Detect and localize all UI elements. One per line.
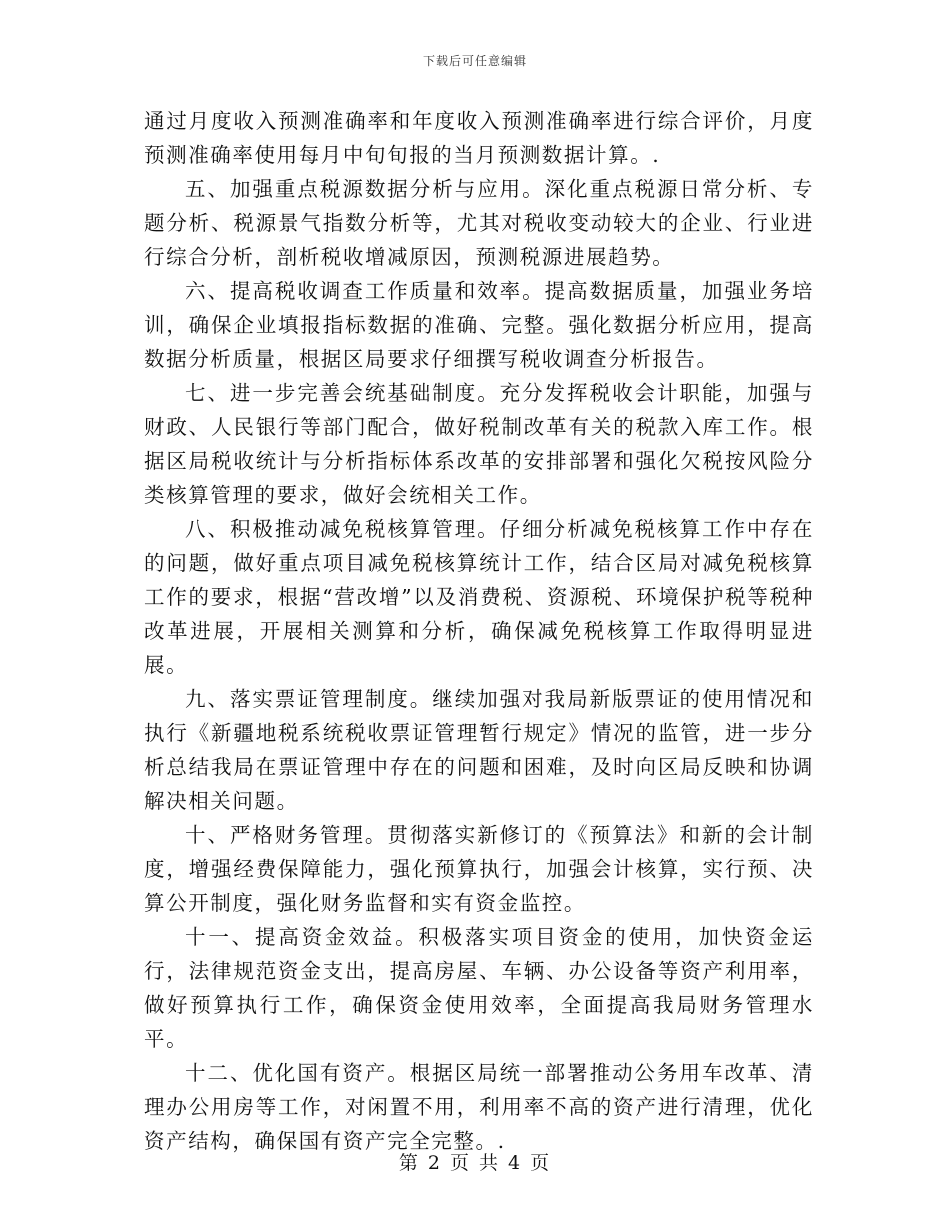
document-body	[144, 104, 814, 1158]
paragraph: 十、严格财务管理。贯彻落实新修订的《预算法》和新的会计制度，增强经费保障能力，强化预算执行，加强会计核算，实行预、决算公开制度，强化财务监督和实有资金监控。	[144, 823, 814, 915]
paragraph: 八、积极推动减免税核算管理。仔细分析减免税核算工作中存在的问题，做好重点项目减免税核算统计工作，结合区局对减免税核算工作的要求，根据“营改增”以及消费税、资源税、环境保护税等税种改革进展，开展相关测算和分析，确保减免税核算工作取得明显进展。	[144, 517, 814, 677]
paragraph: 十二、优化国有资产。根据区局统一部署推动公务用车改革、清理办公用房等工作，对闲置不用，利用率不高的资产进行清理，优化资产结构，确保国有资产完全完整。.	[144, 1061, 814, 1153]
paragraph: 六、提高税收调查工作质量和效率。提高数据质量，加强业务培训，确保企业填报指标数据的准确、完整。强化数据分析应用，提高数据分析质量，根据区局要求仔细撰写税收调查分析报告。	[144, 279, 814, 371]
paragraph: 五、加强重点税源数据分析与应用。深化重点税源日常分析、专题分析、税源景气指数分析等，尤其对税收变动较大的企业、行业进行综合分析，剖析税收增减原因，预测税源进展趋势。	[144, 177, 814, 269]
paragraph: 十一、提高资金效益。积极落实项目资金的使用，加快资金运行，法律规范资金支出，提高房屋、车辆、办公设备等资产利用率，做好预算执行工作，确保资金使用效率，全面提高我局财务管理水平。	[144, 925, 814, 1051]
page-number-footer: 第 2 页 共 4 页	[398, 1152, 552, 1174]
paragraph: 通过月度收入预测准确率和年度收入预测准确率进行综合评价，月度预测准确率使用每月中旬旬报的当月预测数据计算。.	[144, 109, 814, 167]
paragraph: 七、进一步完善会统基础制度。充分发挥税收会计职能，加强与财政、人民银行等部门配合，做好税制改革有关的税款入库工作。根据区局税收统计与分析指标体系改革的安排部署和强化欠税按风险分类核算管理的要求，做好会统相关工作。	[144, 381, 814, 507]
paragraph: 九、落实票证管理制度。继续加强对我局新版票证的使用情况和执行《新疆地税系统税收票证管理暂行规定》情况的监管，进一步分析总结我局在票证管理中存在的问题和困难，及时向区局反映和协调解决相关问题。	[144, 687, 814, 813]
page-header: 下载后可任意编辑	[422, 54, 527, 68]
